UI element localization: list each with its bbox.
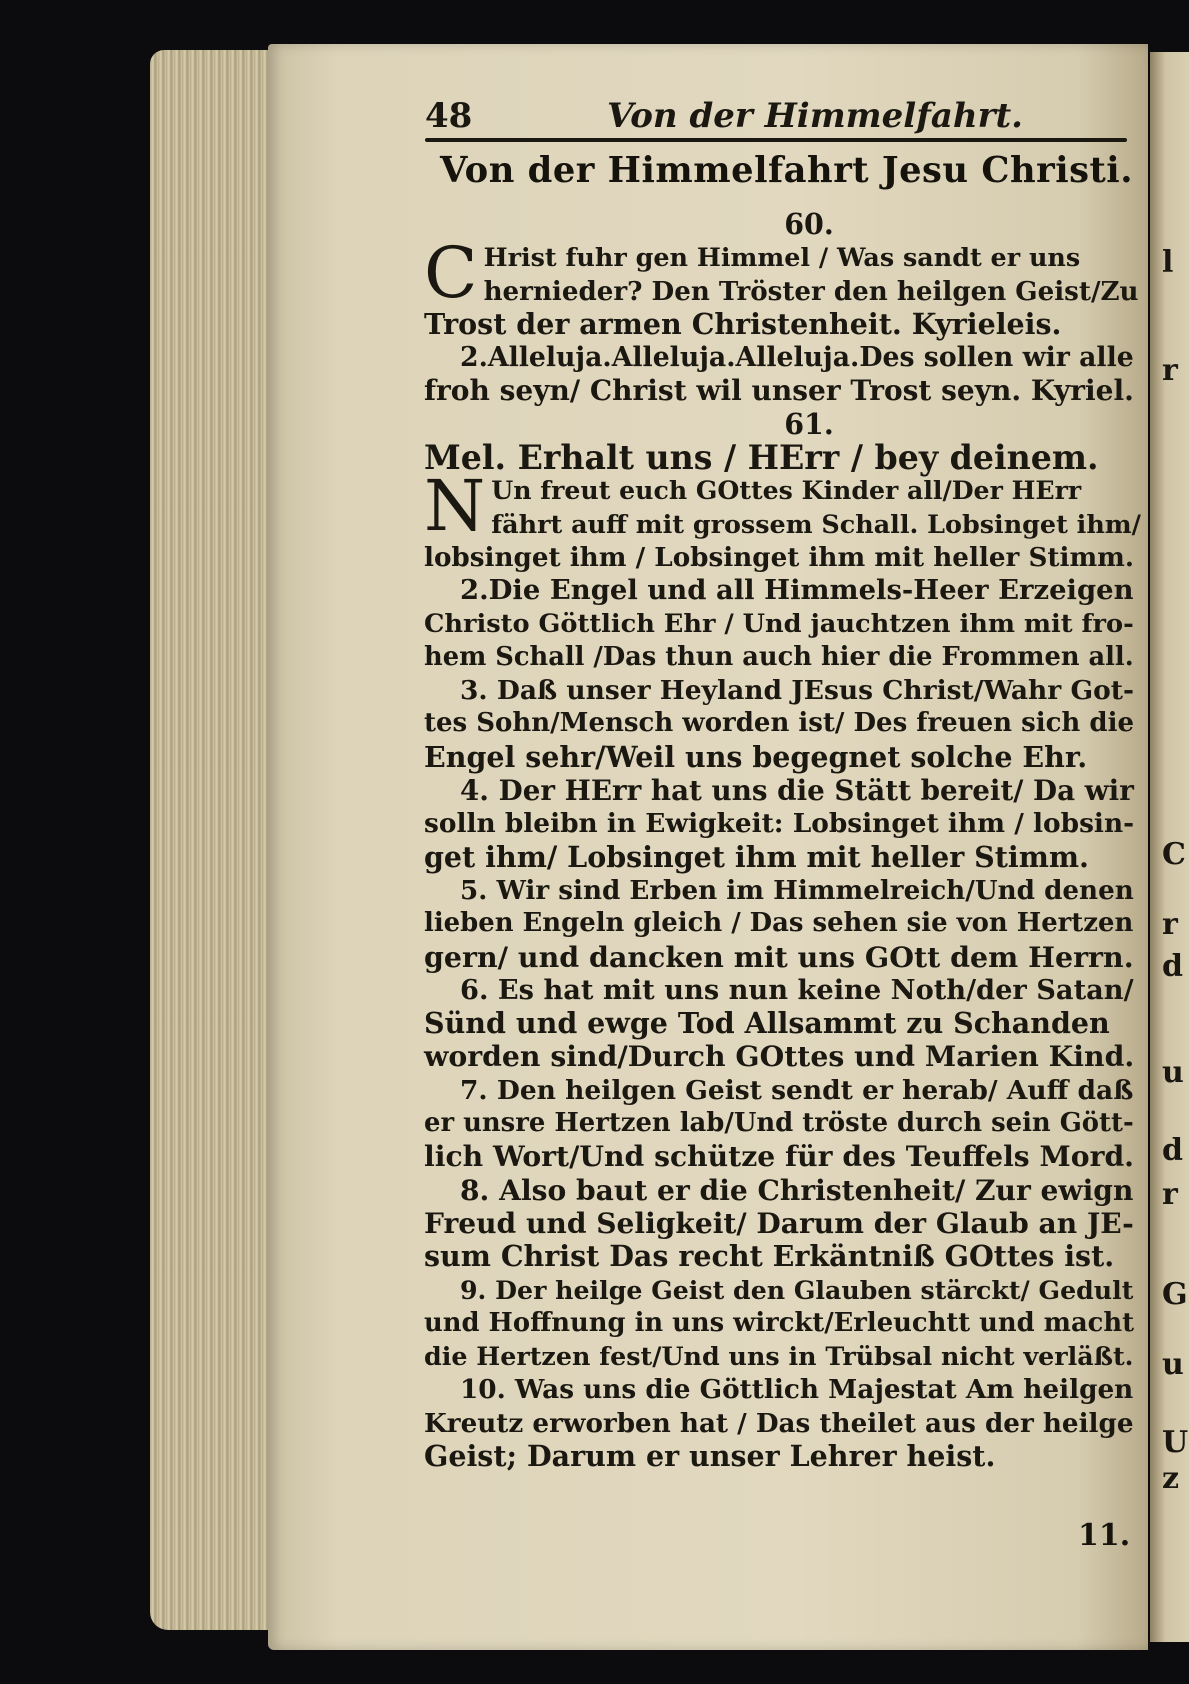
text-line: worden sind/Durch GOttes und Marien Kind.: [424, 1039, 1135, 1074]
text-line: Geist; Darum er unser Lehrer heist.: [424, 1438, 996, 1473]
text-line: tes Sohn/Mensch worden ist/ Des freuen sich die: [424, 708, 1134, 739]
text-line: 9. Der heilge Geist den Glauben stärckt/ Gedult: [460, 1274, 1134, 1305]
text-line: und Hoffnung in uns wirckt/Erleuchtt und macht: [424, 1307, 1135, 1338]
melody-line: Mel. Erhalt uns / HErr / bey deinem.: [424, 438, 1099, 478]
text-line: 7. Den heilgen Geist sendt er herab/ Auff daß: [460, 1074, 1134, 1106]
drop-initial: N: [424, 465, 486, 548]
text-line: sum Christ Das recht Erkäntniß GOttes ist.: [424, 1239, 1115, 1274]
header-rule: [425, 138, 1127, 142]
text-line: 5. Wir sind Erben im Himmelreich/Und denen: [460, 874, 1134, 906]
hymn-number: 61.: [784, 406, 834, 441]
text-line: solln bleibn in Ewigkeit: Lobsinget ihm / lobsin-: [424, 808, 1135, 840]
text-line: Sünd und ewge Tod Allsammt zu Schanden: [424, 1006, 1110, 1041]
text-line: lobsinget ihm / Lobsinget ihm mit heller Stimm.: [424, 541, 1135, 573]
facing-page-fragments: l r C r d u d r G u U z: [1162, 248, 1189, 1494]
hymn-61: [424, 465, 1141, 1473]
text-line: Christo Göttlich Ehr / Und jauchtzen ihm mit fro-: [424, 608, 1134, 639]
text-line: 2.Alleluja.Alleluja.Alleluja.Des sollen wir alle: [460, 342, 1134, 374]
text-line: 2.Die Engel und all Himmels-Heer Erzeigen: [460, 574, 1134, 607]
page-number: 48: [425, 96, 473, 136]
text-line: 8. Also baut er die Christenheit/ Zur ewign: [460, 1173, 1134, 1207]
hymn-text: [424, 207, 1141, 1473]
text-line: fährt auff mit grossem Schall. Lobsinget ihm/: [491, 508, 1141, 539]
running-head: Von der Himmelfahrt.: [607, 96, 1024, 136]
catchword: 11.: [1078, 1518, 1131, 1553]
text-line: lich Wort/Und schütze für des Teuffels Mord.: [424, 1140, 1135, 1174]
text-line: 3. Daß unser Heyland JEsus Christ/Wahr Got-: [460, 675, 1134, 707]
text-line: Kreutz erworben hat / Das theilet aus der heilge: [424, 1407, 1134, 1439]
text-line: Trost der armen Christenheit. Kyrieleis.: [424, 306, 1062, 341]
text-line: 6. Es hat mit uns nun keine Noth/der Satan/: [460, 973, 1134, 1006]
text-line: Un freut euch GOttes Kinder all/Der HErr: [491, 475, 1082, 506]
text-line: froh seyn/ Christ wil unser Trost seyn. Kyriel.: [424, 374, 1134, 408]
text-line: er unsre Hertzen lab/Und tröste durch sein Gött-: [424, 1108, 1134, 1139]
drop-initial: C: [424, 232, 478, 315]
text-line: Engel sehr/Weil uns begegnet solche Ehr.: [424, 739, 1088, 774]
text-line: get ihm/ Lobsinget ihm mit heller Stimm.: [424, 839, 1089, 874]
section-title: Von der Himmelfahrt Jesu Christi.: [440, 150, 1134, 191]
text-line: gern/ und dancken mit uns GOtt dem Herrn.: [424, 939, 1134, 974]
text-line: 10. Was uns die Göttlich Majestat Am heilgen: [460, 1374, 1134, 1406]
text-line: die Hertzen fest/Und uns in Trübsal nicht verläßt.: [424, 1341, 1134, 1372]
text-line: Freud und Seligkeit/ Darum der Glaub an JE-: [424, 1206, 1134, 1240]
page-header: [425, 96, 1125, 136]
text-line: hernieder? Den Tröster den heilgen Geist/Zu: [483, 275, 1139, 307]
hymn-number: 60.: [784, 207, 834, 241]
text-line: hem Schall /Das thun auch hier die Frommen all.: [424, 641, 1134, 672]
hymn-60: [424, 232, 1139, 408]
text-line: lieben Engeln gleich / Das sehen sie von Hertzen: [424, 908, 1134, 939]
text-line: 4. Der HErr hat uns die Stätt bereit/ Da wir: [460, 774, 1134, 808]
text-line: Hrist fuhr gen Himmel / Was sandt er uns: [483, 242, 1081, 273]
